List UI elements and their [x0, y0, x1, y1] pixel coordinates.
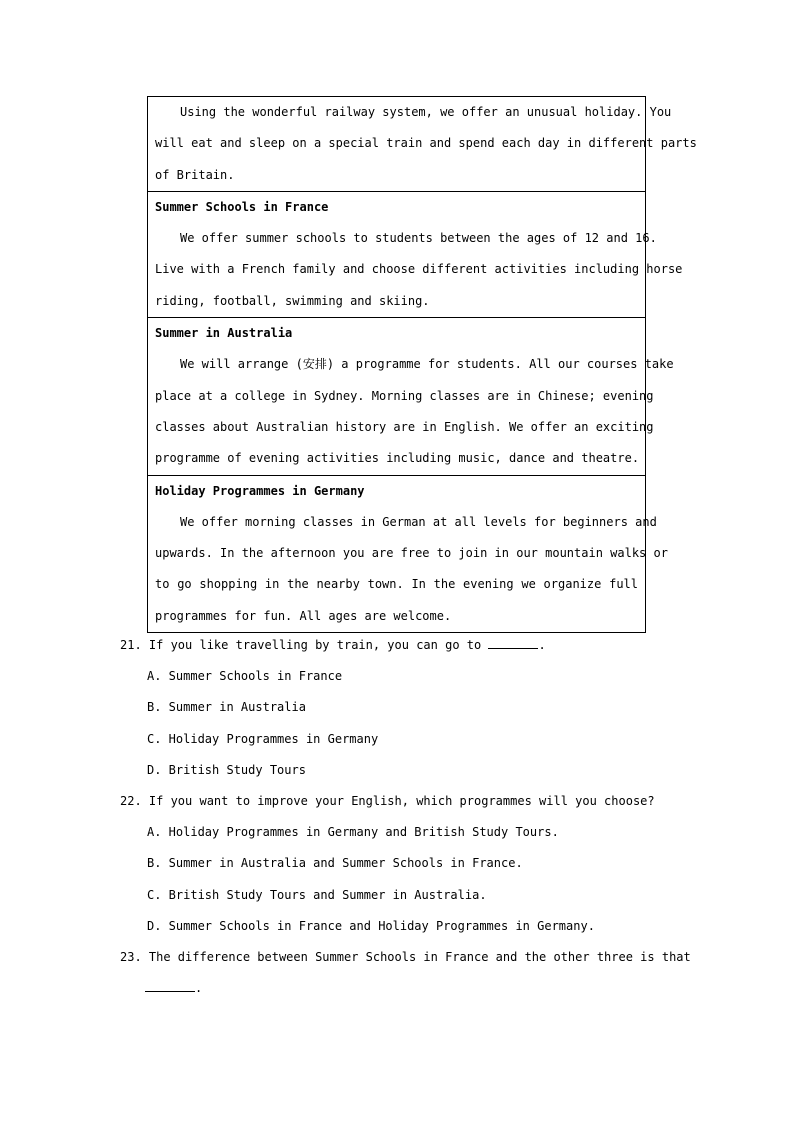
- option-21-c: C. Holiday Programmes in Germany: [147, 731, 379, 746]
- cell-france: [148, 191, 683, 317]
- passage-line: Using the wonderful railway system, we offer an unusual holiday. You: [180, 105, 672, 119]
- passage-line: We offer morning classes in German at all levels for beginners and: [180, 514, 657, 529]
- passage-line: classes about Australian history are in English. We offer an exciting: [155, 419, 654, 434]
- passage-line: programme of evening activities including music, dance and theatre.: [155, 451, 640, 466]
- section-title-australia: Summer in Australia: [155, 326, 293, 341]
- question-23: 23. The difference between Summer Schools in France and the other three is that: [120, 949, 691, 964]
- programme-table: [147, 96, 697, 633]
- question-stem: 21. If you like travelling by train, you can go to: [120, 638, 489, 652]
- section-title-germany: Holiday Programmes in Germany: [155, 483, 365, 498]
- answer-blank: [145, 977, 195, 992]
- option-21-a: A. Summer Schools in France: [147, 669, 343, 684]
- question-list: [120, 630, 691, 1004]
- section-title-france: Summer Schools in France: [155, 199, 329, 214]
- question-21: [120, 630, 680, 661]
- option-22-b: B. Summer in Australia and Summer Schools in France.: [147, 856, 523, 871]
- option-22-a: A. Holiday Programmes in Germany and British Study Tours.: [147, 825, 559, 840]
- passage-line: programmes for fun. All ages are welcome.: [155, 608, 452, 623]
- passage-line: riding, football, swimming and skiing.: [155, 293, 430, 308]
- passage-line: We will arrange (安排) a programme for students. All our courses take: [180, 357, 674, 372]
- question-22: 22. If you want to improve your English, which programmes will you choose?: [120, 793, 655, 808]
- passage-line: upwards. In the afternoon you are free to join in our mountain walks or: [155, 546, 668, 561]
- passage-line: to go shopping in the nearby town. In the evening we organize full: [155, 577, 638, 592]
- option-21-d: D. British Study Tours: [147, 762, 306, 777]
- question-23-continuation: [120, 973, 680, 1004]
- question-end: .: [538, 638, 546, 652]
- passage-line: place at a college in Sydney. Morning classes are in Chinese; evening: [155, 388, 654, 403]
- cell-australia: [148, 317, 674, 474]
- passage-line: of Britain.: [155, 167, 235, 182]
- option-21-b: B. Summer in Australia: [147, 700, 306, 715]
- cell-germany: [148, 475, 668, 632]
- passage-line: will eat and sleep on a special train and spend each day in different parts: [155, 136, 697, 151]
- passage-line: We offer summer schools to students between the ages of 12 and 16.: [180, 231, 657, 246]
- option-22-c: C. British Study Tours and Summer in Australia.: [147, 887, 487, 902]
- passage-line: Live with a French family and choose different activities including horse: [155, 262, 683, 277]
- answer-blank: [488, 634, 538, 649]
- question-end: .: [195, 981, 203, 996]
- cell-british-rail: [148, 97, 697, 191]
- option-22-d: D. Summer Schools in France and Holiday Programmes in Germany.: [147, 918, 595, 933]
